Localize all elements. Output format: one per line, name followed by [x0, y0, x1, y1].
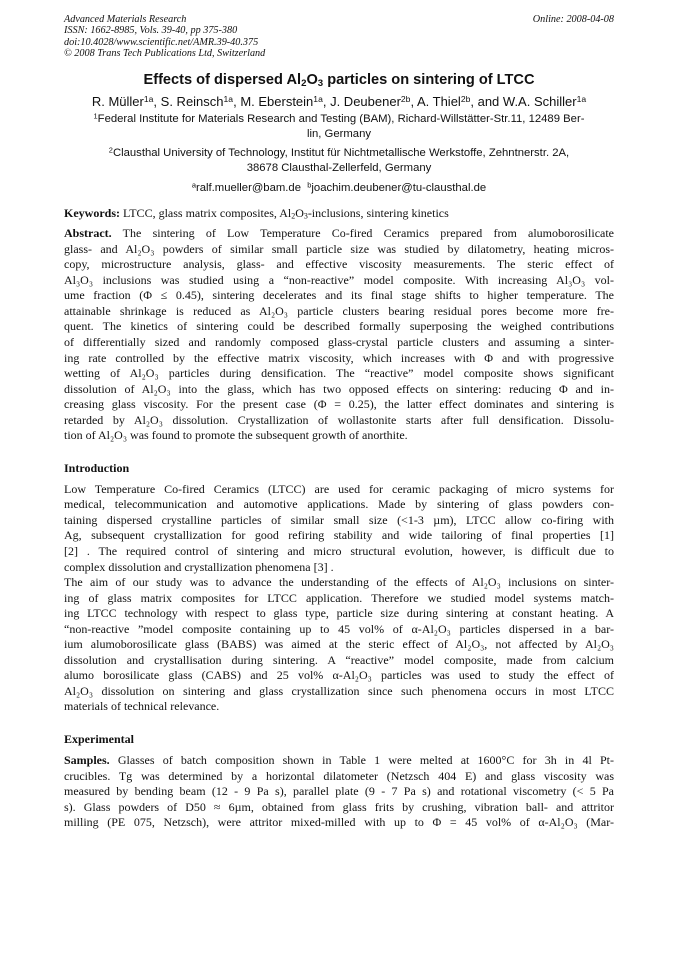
text-line: Low Temperature Co-fired Ceramics (LTCC) are used for ceramic packaging of micro systems for [64, 481, 614, 496]
affil-marker: 2 [108, 146, 113, 156]
author-affil: 1a [313, 94, 323, 105]
affil-text: Clausthal University of Technology, Institut für Nichtmetallische Werkstoffe, Zehntnerstr. 2A, [112, 147, 570, 160]
introduction-paragraph-1 [64, 482, 614, 575]
abstract-text: The sintering of Low Temperature Co-fired Ceramics prepared from alumoborosilicate [111, 226, 614, 241]
keywords-text: LTCC, glass matrix composites, Al [120, 205, 292, 220]
abstract-line [64, 226, 614, 242]
abstract-line: tion of Al₂O₃ was found to promote the subsequent growth of anorthite. [64, 428, 408, 443]
text-line [64, 753, 614, 769]
text-line: Al₂O₃ dissolution on sintering and glass crystallization since such phenomena occurs in most LTCC [64, 683, 614, 698]
paper-page [64, 14, 614, 831]
keywords-label: Keywords: [64, 205, 120, 220]
experimental-paragraph [64, 753, 614, 831]
author-name: R. Müller [91, 94, 144, 110]
author-affil: 2b [460, 94, 471, 105]
affil-marker: 1 [93, 111, 98, 121]
introduction-heading: Introduction [64, 460, 130, 475]
abstract [64, 226, 614, 444]
samples-label: Samples. [64, 753, 110, 768]
title-sub: 2 [301, 78, 307, 90]
issn-line: ISSN: 1662-8985, Vols. 39-40, pp 375-380 [64, 25, 238, 37]
abstract-line: ing rate controlled by the effective matrix viscosity, which increases with Φ and with progressive [64, 350, 614, 365]
text-line: complex dissolution and crystallization phenomena [3] . [64, 559, 334, 574]
abstract-line: attainable shrinkage is reduced as Al₂O₃ particle clusters bearing residual pores become more fre- [64, 303, 614, 318]
affiliation-1 [64, 112, 614, 141]
author-name: S. Reinsch [160, 94, 224, 110]
abstract-line: ume fraction (Φ ≤ 0.45), sintering decelerates and its final stage shifts to higher temperature. The [64, 288, 614, 303]
affil-text: Federal Institute for Materials Research and Testing (BAM), Richard-Willstätter-Str.11, 12489 Ber- [97, 113, 585, 126]
text-line: medical, telecommunication and automotive applications. Made by sintering of glass powders con- [64, 497, 614, 512]
author-affil: 1a [576, 94, 587, 105]
text-line: “non-reactive ”model composite containing up to 45 vol% of α-Al₂O₃ particles dispersed in a bar- [64, 621, 614, 636]
text-line: [2] . The required control of sintering and micro structural evolution, however, is difficult due to [64, 544, 614, 558]
keywords-sub: 3 [303, 211, 308, 221]
author-name: M. Eberstein [240, 94, 314, 110]
author-affil: 2b [400, 94, 411, 105]
copyright-line: © 2008 Trans Tech Publications Ltd, Switzerland [64, 47, 266, 59]
abstract-line: wetting of Al₂O₃ particles during densification. The “reactive” model composite shows significant [64, 366, 614, 381]
text-line: dissolution and crystallisation during sintering. A “reactive” model composite, made from calcium [64, 652, 614, 667]
abstract-line: copy, microstructure analysis, glass- and effective viscosity measurements. The steric effect of [64, 257, 614, 272]
email-marker: a [191, 180, 196, 190]
affiliation-2 [64, 146, 614, 175]
affil-text: 38678 Clausthal-Zellerfeld, Germany [246, 161, 432, 174]
author-name: J. Deubener [330, 94, 401, 110]
text-line: taining dispersed crystalline particles of similar small size (<1-3 µm), LTCC allow co-firing with [64, 512, 614, 527]
doi-line: doi:10.4028/www.scientific.net/AMR.39-40.375 [64, 36, 259, 48]
journal-name: Advanced Materials Research [64, 14, 187, 25]
abstract-line: Al₃O₃ inclusions was studied using a “non-reactive” model composite. With increasing Al₃O₃ vol- [64, 272, 614, 287]
keywords-sub: 2 [291, 211, 296, 221]
text-line: s). Glass powders of D50 ≈ 6µm, obtained from glass frits by crushing, vibration ball- and attritor [64, 799, 614, 814]
author-name: W.A. Schiller [502, 94, 577, 110]
abstract-label: Abstract. [64, 226, 112, 241]
abstract-line: of differentially sized and randomly composed glass-crystal particle clusters and assuming a sinter- [64, 334, 614, 349]
text-line: ing LTCC technology with respect to glass type, particle size during sintering at constant heating. A [64, 606, 614, 621]
title-part: Effects of dispersed Al [143, 72, 302, 89]
text-line: alumo borosilicate glass (CABS) and 25 vol% α-Al₂O₃ particles was used to study the effect of [64, 668, 614, 683]
email-marker: b [307, 180, 312, 190]
author-emails [64, 181, 614, 195]
experimental-heading: Experimental [64, 732, 134, 747]
author-name: A. Thiel [416, 94, 461, 110]
text-line: materials of technical relevance. [64, 699, 220, 714]
text-line: ium alumoborosilicate glass (BABS) was aimed at the steric effect of Al₂O₃, not affected by Al₂O₃ [64, 637, 614, 652]
abstract-line: dissolution of Al₂O₃ into the glass, which has two opposed effects on sintering: reducing Φ and in- [64, 381, 614, 396]
email-link[interactable]: ralf.mueller@bam.de [195, 181, 301, 194]
journal-header [64, 14, 614, 59]
email-link[interactable]: joachim.deubener@tu-clausthal.de [311, 181, 487, 194]
text-line: Ag, subsequent crystallization for good refiring stability and wide tailoring of final properties [1] [64, 528, 614, 543]
keywords [64, 206, 614, 221]
text-line: The aim of our study was to advance the understanding of the effects of Al₂O₃ inclusions on sinter- [64, 575, 614, 590]
abstract-line: quent. The kinetics of sintering could be described formally superposing the weighed contributions [64, 319, 614, 334]
introduction-paragraph-2 [64, 575, 614, 715]
author-list: R. Müller$^{1a}$, S. Reinsch$^{1a}$, M. Eberstein$^{1a}$, J. Deubener$^{2b}$, A. Thiel$^{2b}$, and W.A. Schiller$^{1a}$ [91, 94, 587, 110]
keywords-text: -inclusions, sintering kinetics [307, 205, 449, 220]
text-fragment: Glasses of batch composition shown in Table 1 were melted at 1600°C for 3h in 4l Pt- [109, 753, 614, 768]
affil-text: lin, Germany [306, 127, 372, 140]
title-part: O [306, 72, 318, 89]
keywords-text: O [295, 205, 304, 220]
text-line: milling (PE 075, Netzsch), were attritor mixed-milled with up to Φ = 45 vol% of α-Al₂O₃ (Mar- [64, 815, 614, 830]
author-affil: 1a [223, 94, 234, 105]
abstract-line: creasing glass viscosity. For the present case (Φ = 0.25), the latter effect dominates and sintering is [64, 397, 614, 412]
online-date: Online: 2008-04-08 [532, 14, 614, 25]
title-sub: 3 [317, 78, 324, 90]
title-part: particles on sintering of LTCC [323, 72, 535, 89]
paper-title [64, 72, 614, 89]
abstract-line: glass- and Al₂O₃ powders of similar small particle size was studied by dilatometry, heating micros- [64, 241, 614, 256]
text-line: measured by bending beam (12 - 9 Pa s), parallel plate (9 - 7 Pa s) and rotational viscometry (< 5 Pa [64, 784, 614, 799]
text-line: ing of glass matrix composites for LTCC application. Therefore we studied model systems match- [64, 590, 614, 605]
abstract-line: retarded by Al₂O₃ dissolution. Crystallization of wollastonite starts after full densification. Dissolu- [64, 412, 614, 427]
author-affil: 1a [143, 94, 154, 105]
text-line: crucibles. Tg was determined by a horizontal dilatometer (Netzsch 404 E) and glass viscosity was [64, 768, 614, 783]
